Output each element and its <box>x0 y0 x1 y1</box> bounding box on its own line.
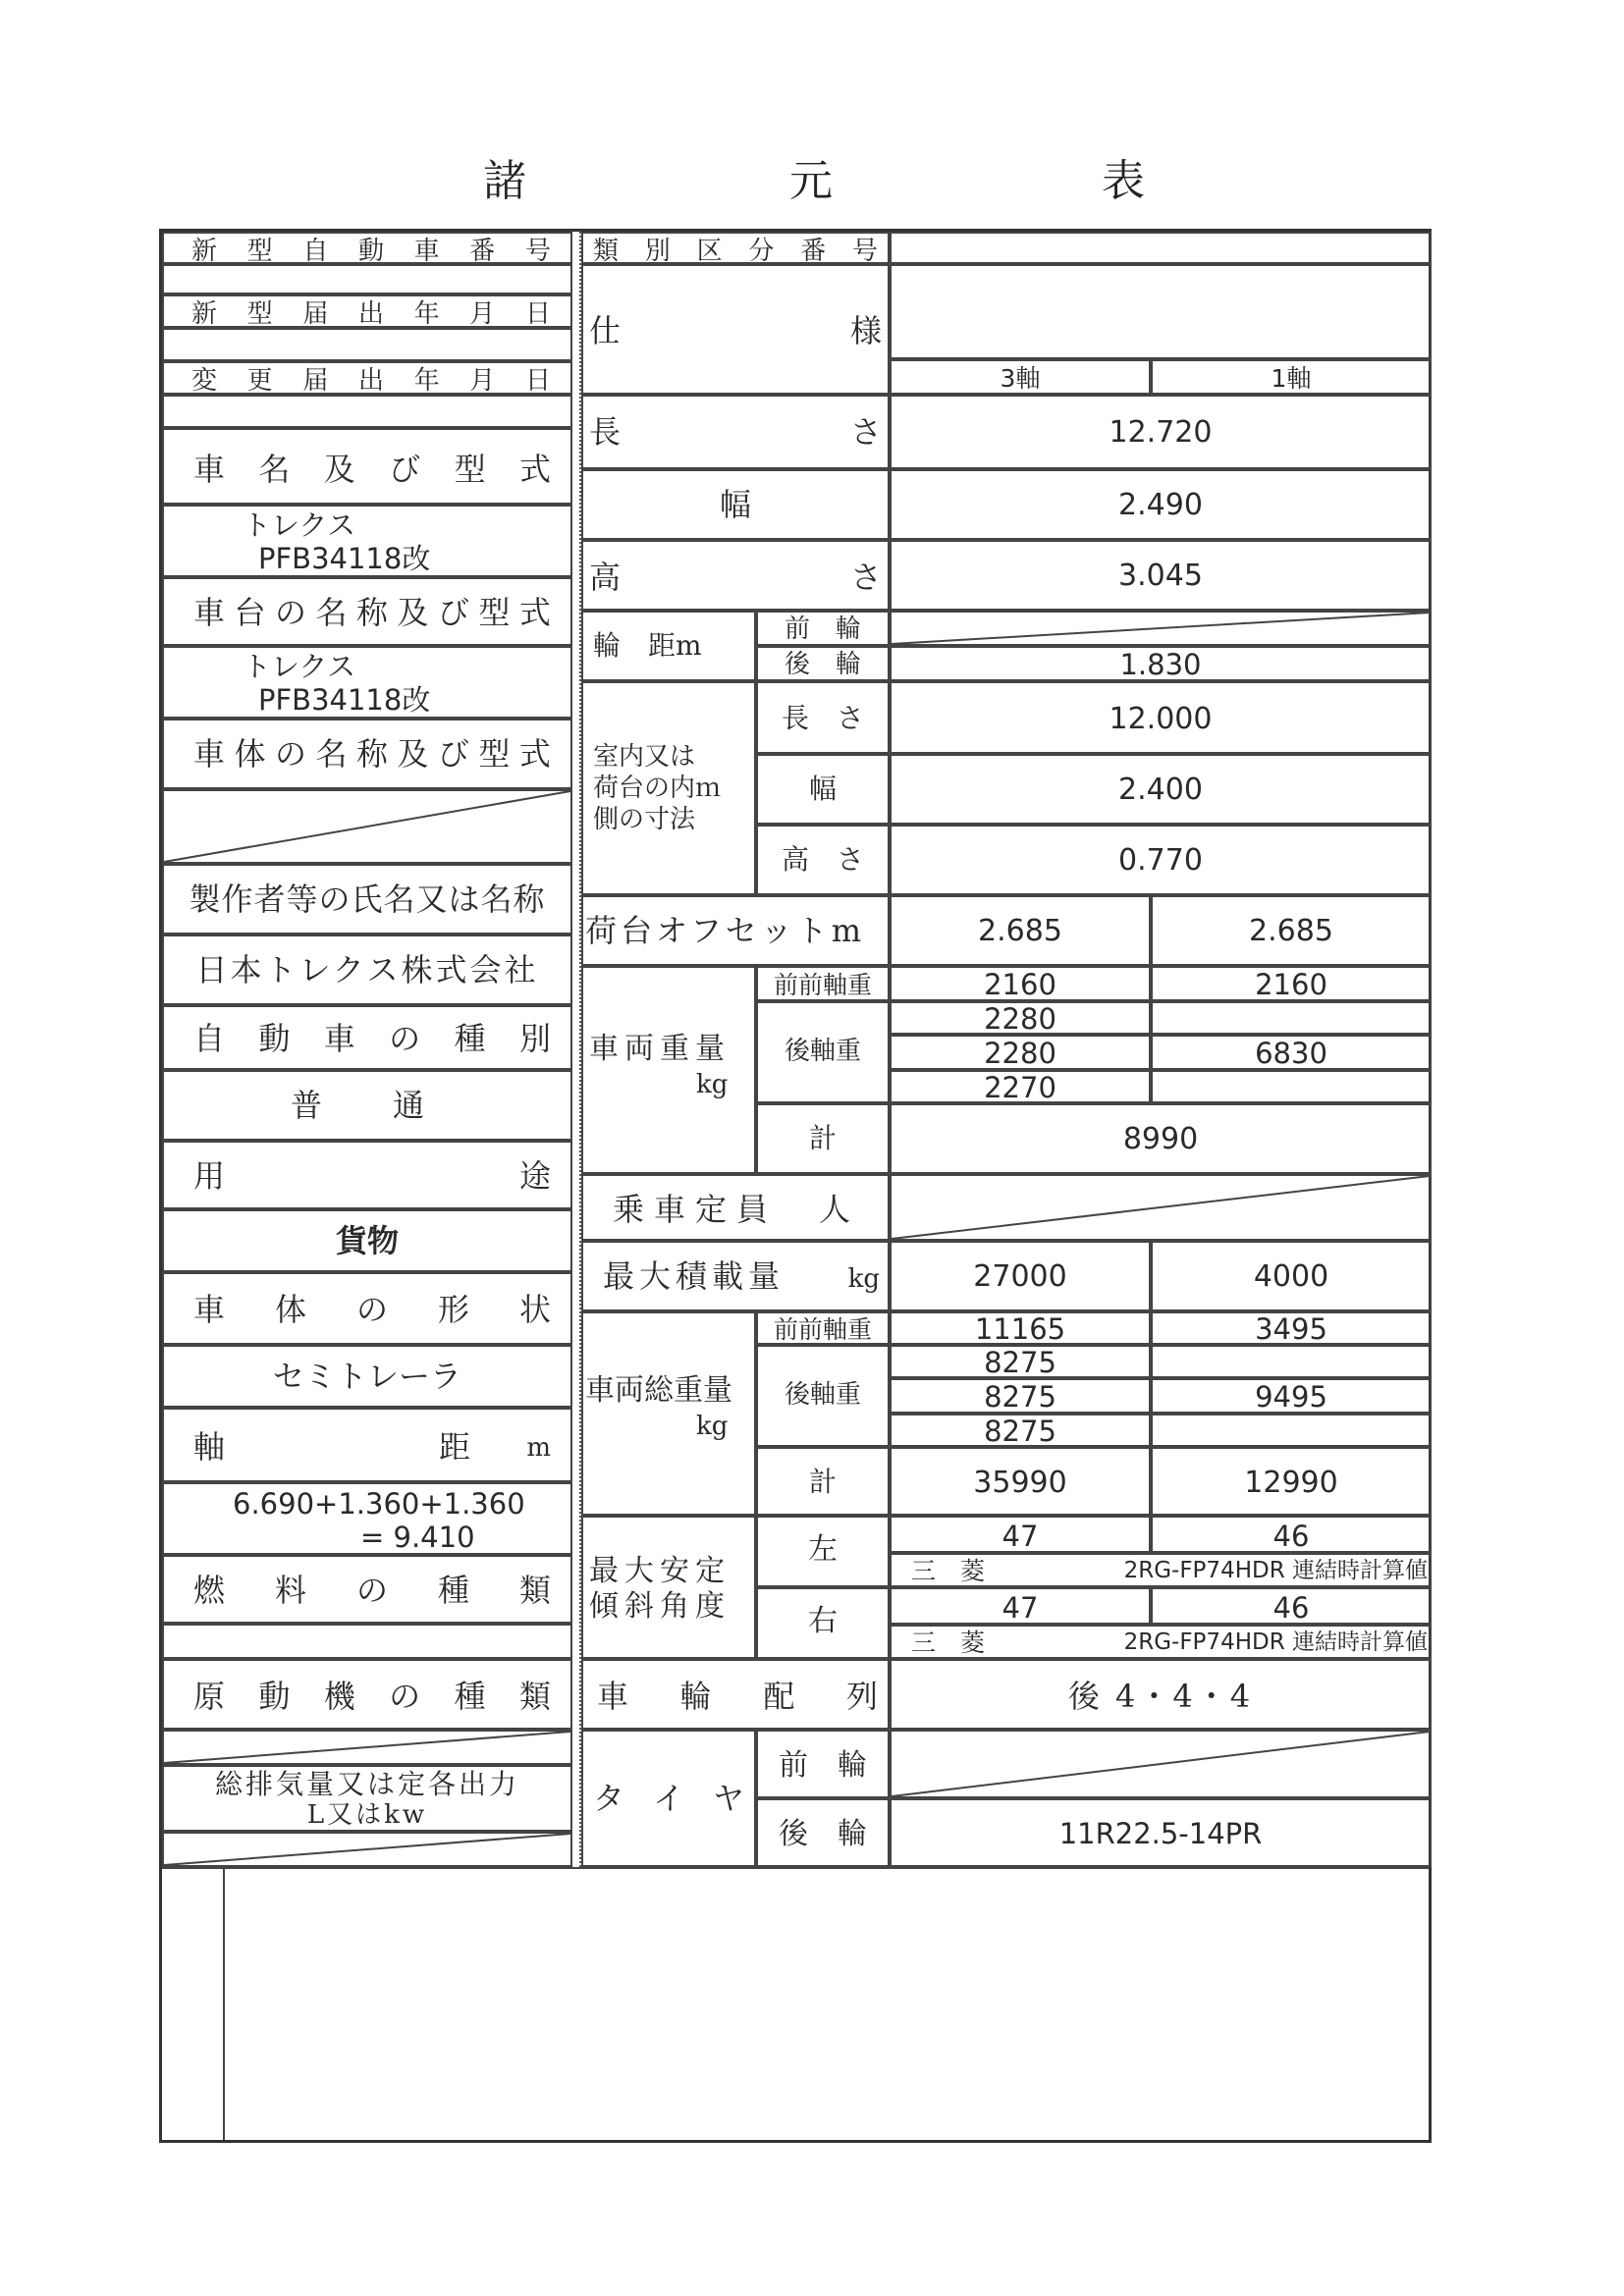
vehicle-name-line2: PFB34118改 <box>258 542 431 575</box>
tire-rear-value: 11R22.5-14PR <box>1058 1817 1263 1850</box>
width-label: 幅 <box>719 486 751 523</box>
displacement-value-cell <box>162 1832 572 1867</box>
track-front-label-cell <box>756 611 890 646</box>
weight-front-label-cell <box>756 966 890 1001</box>
weight-rear-label-cell <box>756 1001 890 1103</box>
offset-label: 荷台オフセットm <box>585 912 866 949</box>
usage-label-cell <box>162 1141 572 1209</box>
weight-rear-1-value: 6830 <box>1255 1037 1327 1070</box>
stability-left-3-cell <box>890 1516 1151 1553</box>
gross-front-1-cell <box>1151 1311 1432 1345</box>
body-shape-label-cell <box>162 1272 572 1345</box>
gross-front-1: 3495 <box>1255 1312 1327 1346</box>
wheelbase-line1: 6.690+1.360+1.360 <box>233 1487 525 1521</box>
interior-label-2: 荷台の内ｍ <box>593 774 722 803</box>
track-label: 輪 距m <box>593 629 702 662</box>
chassis-line2: PFB34118改 <box>258 683 431 717</box>
document-title-char-2: 元 <box>789 156 833 206</box>
offset-1axle-value: 2.685 <box>1249 914 1333 948</box>
vehicle-type-label-cell <box>162 1005 572 1070</box>
axle1-header: 1軸 <box>1271 364 1312 393</box>
int-length-label-cell <box>756 681 890 754</box>
gross-unit: kg <box>696 1412 729 1441</box>
offset-3axle-cell <box>890 895 1151 966</box>
new-vehicle-number-value <box>162 264 572 294</box>
vehicle-name-label: 車 名 及 び 型 式 <box>193 451 551 488</box>
length-value-cell <box>890 395 1432 469</box>
stability-left-note-maker: 三 菱 <box>911 1557 986 1585</box>
stability-right-note-maker: 三 菱 <box>911 1629 986 1657</box>
gross-rear-3-value1: 8275 <box>984 1346 1056 1379</box>
engine-label: 原 動 機 の 種 類 <box>193 1678 551 1715</box>
gross-rear-label: 後軸重 <box>784 1380 861 1410</box>
interior-label-cell <box>581 681 756 895</box>
stability-right-note-model: 2RG-FP74HDR 連結時計算値 <box>1123 1629 1428 1655</box>
vehicle-name-line1: トレクス <box>243 508 356 542</box>
change-notification-date-value <box>162 395 572 428</box>
weight-rear-3-value2: 2280 <box>984 1037 1056 1070</box>
axle3-header-cell <box>890 359 1151 395</box>
usage-value-cell <box>162 1209 572 1272</box>
engine-value-cell <box>162 1730 572 1765</box>
offset-3axle-value: 2.685 <box>978 914 1062 948</box>
gross-rear-label-cell <box>756 1345 890 1447</box>
stability-left-note-model: 2RG-FP74HDR 連結時計算値 <box>1123 1558 1428 1583</box>
stability-right-1: 46 <box>1272 1591 1310 1625</box>
gross-rear-3-row2 <box>890 1378 1151 1414</box>
int-length-value-cell <box>890 681 1432 754</box>
weight-rear-3-row3 <box>890 1070 1151 1103</box>
height-value-cell <box>890 540 1432 611</box>
gross-rear-3-value3: 8275 <box>984 1415 1056 1448</box>
vehicle-type-value: 普 通 <box>290 1087 444 1124</box>
length-label-b: さ <box>849 413 882 451</box>
interior-label-3: 側の寸法 <box>593 805 696 834</box>
capacity-value-cell <box>890 1174 1432 1241</box>
body-empty-diagonal <box>164 791 570 862</box>
gross-label: 車両総重量 <box>585 1373 732 1408</box>
tire-front-value-cell <box>890 1730 1432 1798</box>
height-label-b: さ <box>849 559 882 596</box>
weight-rear-1-row2 <box>1151 1035 1432 1070</box>
int-width-value-cell <box>890 754 1432 825</box>
track-rear-label: 後 輪 <box>784 650 861 679</box>
new-notification-date-label: 新 型 届 出 年 月 日 <box>191 299 551 329</box>
height-value: 3.045 <box>1118 559 1203 593</box>
weight-total-label-cell <box>756 1103 890 1174</box>
maker-value-cell <box>162 934 572 1005</box>
weight-front-3-cell <box>890 966 1151 1001</box>
wheelbase-label-b: 距 <box>439 1428 471 1466</box>
gross-total-1-cell <box>1151 1447 1432 1516</box>
gross-total-label: 計 <box>808 1466 837 1498</box>
width-value-cell <box>890 469 1432 540</box>
fuel-label: 燃 料 の 種 類 <box>193 1572 551 1609</box>
int-length-value: 12.000 <box>1109 702 1213 736</box>
length-label-a: 長 <box>589 413 622 451</box>
max-load-unit: kg <box>847 1264 880 1294</box>
body-shape-value-cell <box>162 1345 572 1408</box>
engine-label-cell <box>162 1659 572 1730</box>
int-height-label: 高 さ <box>781 843 864 876</box>
length-value: 12.720 <box>1109 415 1213 450</box>
offset-1axle-cell <box>1151 895 1432 966</box>
track-label-cell <box>581 611 756 681</box>
int-width-label-cell <box>756 754 890 825</box>
gross-total-3-cell <box>890 1447 1151 1516</box>
body-label: 車 体 の 名 称 及 び 型 式 <box>193 735 551 773</box>
weight-rear-3-row2 <box>890 1035 1151 1070</box>
weight-rear-1-row1 <box>1151 1001 1432 1035</box>
weight-front-3: 2160 <box>984 968 1056 1001</box>
new-notification-date-value <box>162 328 572 361</box>
interior-label-1: 室内又は <box>593 742 696 772</box>
weight-unit: kg <box>696 1070 729 1099</box>
gross-rear-1-row1 <box>1151 1345 1432 1378</box>
wheel-arrangement-value: 後 4・4・4 <box>1067 1678 1254 1715</box>
wheelbase-value-cell <box>162 1482 572 1555</box>
stability-left-label: 左 <box>808 1532 838 1567</box>
stability-right-note-cell <box>890 1625 1432 1659</box>
weight-total-value: 8990 <box>1122 1122 1199 1156</box>
stability-left-note-cell <box>890 1553 1432 1587</box>
chassis-label-cell <box>162 577 572 646</box>
fuel-label-cell <box>162 1555 572 1624</box>
body-label-cell <box>162 719 572 789</box>
max-load-3-cell <box>890 1241 1151 1311</box>
max-load-label: 最大積載量 <box>603 1257 785 1295</box>
tire-rear-label-cell <box>756 1798 890 1867</box>
gross-front-label: 前前軸重 <box>773 1315 872 1344</box>
displacement-label-cell <box>162 1765 572 1832</box>
body-shape-label: 車 体 の 形 状 <box>193 1291 551 1328</box>
stability-label-2: 傾斜角度 <box>589 1589 731 1624</box>
gross-rear-3-row1 <box>890 1345 1151 1378</box>
tire-label: タ イ ヤ <box>593 1780 744 1817</box>
tire-front-label: 前 輪 <box>779 1748 867 1783</box>
usage-label-a: 用 <box>193 1157 226 1195</box>
stability-left-1-cell <box>1151 1516 1432 1553</box>
displacement-empty-diagonal <box>164 1834 570 1865</box>
vehicle-name-value-cell <box>162 505 572 577</box>
gross-rear-1-value: 9495 <box>1255 1380 1327 1414</box>
tire-front-empty-diagonal <box>892 1732 1430 1796</box>
document-title-char-1: 諸 <box>483 156 526 206</box>
int-height-value-cell <box>890 825 1432 895</box>
weight-total-label: 計 <box>808 1122 837 1154</box>
stability-right-3: 47 <box>1001 1591 1039 1625</box>
change-notification-date-label: 変 更 届 出 年 月 日 <box>191 366 551 396</box>
int-height-label-cell <box>756 825 890 895</box>
weight-front-label: 前前軸重 <box>773 971 872 999</box>
gross-label-cell <box>581 1311 756 1516</box>
displacement-unit: L又はkw <box>306 1800 428 1830</box>
weight-rear-3-value1: 2280 <box>984 1002 1056 1036</box>
spec-label-b: 様 <box>849 312 882 349</box>
stability-left-3: 47 <box>1001 1520 1039 1553</box>
gross-rear-1-row2 <box>1151 1378 1432 1414</box>
class-number-value <box>890 232 1432 264</box>
gross-total-3: 35990 <box>973 1466 1067 1500</box>
wheelbase-line2: = 9.410 <box>360 1521 475 1554</box>
weight-rear-3-row1 <box>890 1001 1151 1035</box>
length-label-cell <box>581 395 890 469</box>
max-load-1-value: 4000 <box>1253 1259 1329 1294</box>
wheel-arrangement-label: 車 輪 配 列 <box>597 1678 878 1715</box>
stability-right-label: 右 <box>808 1604 838 1638</box>
weight-rear-label: 後軸重 <box>784 1037 861 1066</box>
tire-front-label-cell <box>756 1730 890 1798</box>
wheelbase-label-a: 軸 <box>193 1428 226 1466</box>
weight-label: 車両重量 <box>589 1032 731 1066</box>
maker-label: 製作者等の氏名又は名称 <box>189 881 546 918</box>
int-width-label: 幅 <box>808 773 837 805</box>
class-number-label: 類 別 区 分 番 号 <box>593 237 878 266</box>
track-front-label: 前 輪 <box>784 614 861 644</box>
axle1-header-cell <box>1151 359 1432 395</box>
gross-front-label-cell <box>756 1311 890 1345</box>
weight-rear-1-row3 <box>1151 1070 1432 1103</box>
axle3-header: 3軸 <box>1000 364 1041 393</box>
track-rear-label-cell <box>756 646 890 681</box>
remarks-area <box>225 1869 1429 2140</box>
gross-front-3-cell <box>890 1311 1151 1345</box>
max-load-1-cell <box>1151 1241 1432 1311</box>
gross-front-3: 11165 <box>974 1312 1066 1346</box>
chassis-label: 車 台 の 名 称 及 び 型 式 <box>193 594 551 631</box>
spec-label-cell <box>581 264 890 395</box>
new-notification-date-cell <box>162 294 572 328</box>
vehicle-type-value-cell <box>162 1070 572 1141</box>
track-rear-value-cell <box>890 646 1432 681</box>
stability-left-label-cell <box>756 1516 890 1587</box>
int-length-label: 長 さ <box>781 702 864 734</box>
spec-label-a: 仕 <box>589 312 622 349</box>
max-load-3-value: 27000 <box>973 1259 1067 1294</box>
body-shape-value: セミトレーラ <box>272 1358 461 1395</box>
new-vehicle-number-cell <box>162 232 572 264</box>
weight-rear-3-value3: 2270 <box>984 1071 1056 1104</box>
width-value: 2.490 <box>1118 488 1203 522</box>
stability-label-cell <box>581 1516 756 1659</box>
gross-rear-3-row3 <box>890 1414 1151 1447</box>
vehicle-type-label: 自 動 車 の 種 別 <box>193 1020 551 1057</box>
width-label-cell <box>581 469 890 540</box>
chassis-line1: トレクス <box>243 650 356 683</box>
gross-rear-1-row3 <box>1151 1414 1432 1447</box>
body-value-cell <box>162 789 572 864</box>
wheelbase-label-cell <box>162 1408 572 1482</box>
class-number-label-cell <box>581 232 890 264</box>
stability-right-3-cell <box>890 1587 1151 1625</box>
stability-right-label-cell <box>756 1587 890 1659</box>
gross-total-1: 12990 <box>1244 1466 1338 1500</box>
gross-rear-3-value2: 8275 <box>984 1380 1056 1414</box>
offset-label-cell <box>581 895 890 966</box>
new-vehicle-number-label: 新 型 自 動 車 番 号 <box>191 237 551 266</box>
wheel-arrangement-label-cell <box>581 1659 890 1730</box>
maker-value: 日本トレクス株式会社 <box>195 951 539 988</box>
spec-value <box>890 264 1432 359</box>
usage-value: 貨物 <box>335 1222 399 1259</box>
height-label-cell <box>581 540 890 611</box>
stability-left-1: 46 <box>1272 1520 1310 1553</box>
tire-rear-label: 後 輪 <box>779 1817 867 1851</box>
gross-total-label-cell <box>756 1447 890 1516</box>
usage-label-b: 途 <box>518 1157 551 1195</box>
weight-front-1-cell <box>1151 966 1432 1001</box>
change-notification-date-cell <box>162 361 572 395</box>
fuel-value-cell <box>162 1624 572 1659</box>
track-rear-value: 1.830 <box>1119 648 1202 681</box>
track-front-value-cell <box>890 611 1432 646</box>
weight-front-1: 2160 <box>1255 968 1327 1001</box>
stability-label-1: 最大安定 <box>589 1554 731 1588</box>
max-load-label-cell <box>581 1241 890 1311</box>
engine-empty-diagonal <box>164 1732 570 1763</box>
int-width-value: 2.400 <box>1118 773 1203 807</box>
capacity-label: 乗車定員 人 <box>613 1191 861 1228</box>
stability-right-1-cell <box>1151 1587 1432 1625</box>
weight-label-cell <box>581 966 756 1174</box>
maker-label-cell <box>162 864 572 934</box>
track-front-empty-diagonal <box>892 613 1430 644</box>
weight-total-cell <box>890 1103 1432 1174</box>
wheelbase-unit: m <box>526 1433 551 1463</box>
capacity-empty-diagonal <box>892 1176 1430 1239</box>
vehicle-name-label-cell <box>162 428 572 505</box>
capacity-label-cell <box>581 1174 890 1241</box>
int-height-value: 0.770 <box>1118 843 1203 878</box>
wheel-arrangement-value-cell <box>890 1659 1432 1730</box>
tire-rear-value-cell <box>890 1798 1432 1867</box>
displacement-label: 総排気量又は定各出力 <box>214 1768 519 1800</box>
tire-label-cell <box>581 1730 756 1867</box>
chassis-value-cell <box>162 646 572 719</box>
document-title-char-3: 表 <box>1102 156 1145 206</box>
height-label-a: 高 <box>589 559 622 596</box>
